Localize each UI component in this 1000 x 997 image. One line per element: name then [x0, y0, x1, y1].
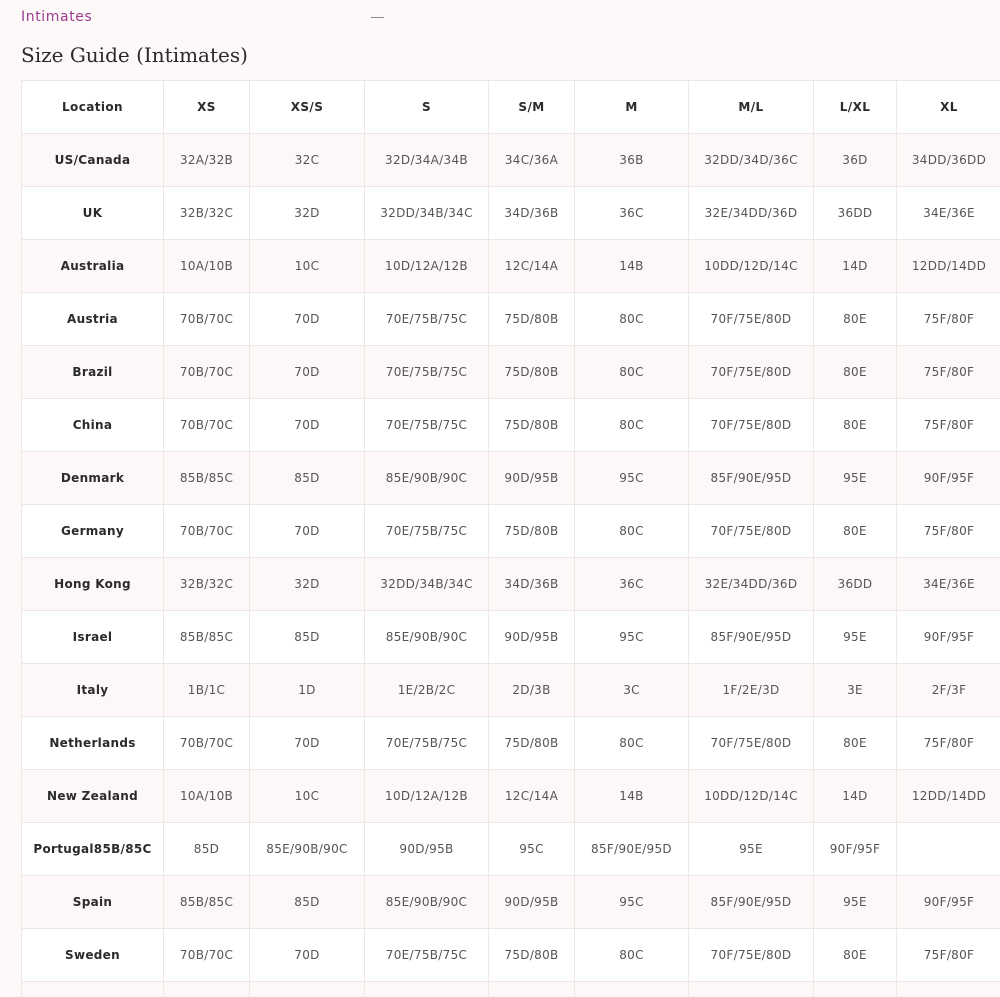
location-cell: Israel — [22, 611, 164, 664]
size-cell: 70B/70C — [164, 346, 250, 399]
size-cell: 70B/70C — [164, 505, 250, 558]
location-cell: Brazil — [22, 346, 164, 399]
size-cell: 36DD — [814, 187, 897, 240]
size-cell: 85D — [164, 823, 250, 876]
table-row — [22, 346, 1000, 399]
size-cell: 14D — [814, 240, 897, 293]
size-cell: 80E — [814, 505, 897, 558]
size-cell: 75F/80F — [897, 717, 1000, 770]
size-cell: 70D — [250, 505, 365, 558]
size-cell — [164, 982, 250, 997]
size-cell: 95E — [689, 823, 814, 876]
table-header-row — [22, 81, 1000, 134]
size-cell: 80C — [575, 293, 689, 346]
size-cell: 14B — [575, 770, 689, 823]
column-header-size: S — [365, 81, 489, 134]
size-table-container — [21, 80, 1000, 997]
size-cell: 90F/95F — [897, 611, 1000, 664]
size-cell: 90F/95F — [897, 876, 1000, 929]
size-cell: 95E — [814, 876, 897, 929]
size-cell: 75D/80B — [489, 505, 575, 558]
size-cell: 75D/80B — [489, 929, 575, 982]
size-cell: 90D/95B — [365, 823, 489, 876]
size-cell: 14D — [814, 770, 897, 823]
table-row — [22, 823, 1000, 876]
size-cell: 85F/90E/95D — [689, 452, 814, 505]
size-cell: 95E — [814, 452, 897, 505]
location-cell: Germany — [22, 505, 164, 558]
size-cell: 75F/80F — [897, 929, 1000, 982]
size-cell: 10C — [250, 770, 365, 823]
size-cell: 70B/70C — [164, 293, 250, 346]
column-header-size: L/XL — [814, 81, 897, 134]
size-cell: 80C — [575, 505, 689, 558]
size-table — [21, 80, 1000, 997]
size-cell: 32DD/34B/34C — [365, 187, 489, 240]
size-cell: 1D — [250, 664, 365, 717]
size-cell: 1B/1C — [164, 664, 250, 717]
column-header-size: M — [575, 81, 689, 134]
size-cell: 85D — [250, 611, 365, 664]
size-cell: 70F/75E/80D — [689, 293, 814, 346]
size-cell: 80C — [575, 346, 689, 399]
size-cell: 75D/80B — [489, 399, 575, 452]
table-row — [22, 399, 1000, 452]
size-cell: 90F/95F — [897, 452, 1000, 505]
location-cell: Austria — [22, 293, 164, 346]
size-cell: 90D/95B — [489, 611, 575, 664]
size-cell: 95E — [814, 611, 897, 664]
size-cell: 34D/36B — [489, 558, 575, 611]
size-cell: 70E/75B/75C — [365, 399, 489, 452]
size-cell: 75D/80B — [489, 346, 575, 399]
size-cell: 10A/10B — [164, 240, 250, 293]
location-cell: Denmark — [22, 452, 164, 505]
size-cell: 34E/36E — [897, 187, 1000, 240]
size-cell: 10DD/12D/14C — [689, 770, 814, 823]
size-cell: 1F/2E/3D — [689, 664, 814, 717]
column-header-size: M/L — [689, 81, 814, 134]
location-cell: Sweden — [22, 929, 164, 982]
table-row — [22, 134, 1000, 187]
size-cell: 10A/10B — [164, 770, 250, 823]
size-cell: 36C — [575, 187, 689, 240]
size-cell: 14B — [575, 240, 689, 293]
size-cell: 70E/75B/75C — [365, 929, 489, 982]
size-cell: 85E/90B/90C — [365, 452, 489, 505]
table-row — [22, 452, 1000, 505]
size-cell: 85D — [250, 452, 365, 505]
size-cell: 75F/80F — [897, 399, 1000, 452]
size-cell: 32D — [250, 187, 365, 240]
size-cell: 70D — [250, 346, 365, 399]
size-cell: 70B/70C — [164, 399, 250, 452]
size-cell: 90D/95B — [489, 876, 575, 929]
location-cell: Portugal85B/85C — [22, 823, 164, 876]
column-header-size: XL — [897, 81, 1000, 134]
size-cell: 75D/80B — [489, 717, 575, 770]
size-cell: 75F/80F — [897, 293, 1000, 346]
location-cell: China — [22, 399, 164, 452]
size-cell: 10D/12A/12B — [365, 770, 489, 823]
table-row — [22, 876, 1000, 929]
size-cell — [575, 982, 689, 997]
location-cell: UK — [22, 187, 164, 240]
table-row — [22, 770, 1000, 823]
table-body — [22, 134, 1000, 997]
size-cell: 75F/80F — [897, 346, 1000, 399]
size-cell: 95C — [489, 823, 575, 876]
table-row — [22, 558, 1000, 611]
size-cell: 70F/75E/80D — [689, 399, 814, 452]
size-cell: 95C — [575, 452, 689, 505]
size-cell: 32DD/34D/36C — [689, 134, 814, 187]
size-cell: 80E — [814, 717, 897, 770]
size-cell: 34E/36E — [897, 558, 1000, 611]
size-cell: 32B/32C — [164, 558, 250, 611]
size-cell — [689, 982, 814, 997]
size-cell: 70D — [250, 293, 365, 346]
accordion-title: Intimates — [21, 9, 93, 25]
size-cell: 34D/36B — [489, 187, 575, 240]
table-row — [22, 664, 1000, 717]
size-cell: 10D/12A/12B — [365, 240, 489, 293]
size-cell: 32A/32B — [164, 134, 250, 187]
size-cell: 85E/90B/90C — [250, 823, 365, 876]
size-cell: 32DD/34B/34C — [365, 558, 489, 611]
size-cell: 85B/85C — [164, 611, 250, 664]
table-row — [22, 929, 1000, 982]
size-cell: 70B/70C — [164, 929, 250, 982]
size-cell — [897, 823, 1000, 876]
size-cell: 34C/36A — [489, 134, 575, 187]
size-cell: 80E — [814, 929, 897, 982]
size-cell — [489, 982, 575, 997]
table-row — [22, 505, 1000, 558]
column-header-location: Location — [22, 81, 164, 134]
accordion-intimates-toggle[interactable] — [21, 6, 386, 28]
size-cell — [365, 982, 489, 997]
size-cell: 34DD/36DD — [897, 134, 1000, 187]
size-cell: 36D — [814, 134, 897, 187]
size-cell: 85B/85C — [164, 876, 250, 929]
size-cell: 85F/90E/95D — [575, 823, 689, 876]
size-cell: 70F/75E/80D — [689, 505, 814, 558]
size-cell: 70E/75B/75C — [365, 717, 489, 770]
size-cell: 95C — [575, 876, 689, 929]
minus-icon[interactable] — [371, 17, 384, 18]
size-guide-title: Size Guide (Intimates) — [21, 43, 248, 67]
size-cell: 85F/90E/95D — [689, 876, 814, 929]
size-cell: 32D/34A/34B — [365, 134, 489, 187]
size-cell: 10C — [250, 240, 365, 293]
size-cell: 75D/80B — [489, 293, 575, 346]
size-cell: 1E/2B/2C — [365, 664, 489, 717]
column-header-size: S/M — [489, 81, 575, 134]
size-cell: 85B/85C — [164, 452, 250, 505]
size-cell — [897, 982, 1000, 997]
size-cell: 32C — [250, 134, 365, 187]
column-header-size: XS — [164, 81, 250, 134]
location-cell: US/Canada — [22, 134, 164, 187]
size-cell: 80E — [814, 399, 897, 452]
size-cell: 3E — [814, 664, 897, 717]
size-cell: 80C — [575, 929, 689, 982]
size-cell: 32B/32C — [164, 187, 250, 240]
size-cell: 80E — [814, 346, 897, 399]
table-row — [22, 293, 1000, 346]
size-cell: 80C — [575, 399, 689, 452]
table-row — [22, 240, 1000, 293]
size-cell: 90D/95B — [489, 452, 575, 505]
size-cell: 2D/3B — [489, 664, 575, 717]
size-cell — [814, 982, 897, 997]
size-cell: 3C — [575, 664, 689, 717]
table-row — [22, 611, 1000, 664]
size-cell: 70E/75B/75C — [365, 346, 489, 399]
location-cell: Hong Kong — [22, 558, 164, 611]
size-cell: 70F/75E/80D — [689, 346, 814, 399]
size-cell: 32D — [250, 558, 365, 611]
size-cell: 85E/90B/90C — [365, 611, 489, 664]
size-cell: 10DD/12D/14C — [689, 240, 814, 293]
location-cell: Netherlands — [22, 717, 164, 770]
size-cell: 36C — [575, 558, 689, 611]
size-cell: 80C — [575, 717, 689, 770]
size-cell: 70F/75E/80D — [689, 717, 814, 770]
size-cell: 75F/80F — [897, 505, 1000, 558]
size-cell: 70D — [250, 399, 365, 452]
size-cell — [250, 982, 365, 997]
size-cell: 85D — [250, 876, 365, 929]
size-cell: 32E/34DD/36D — [689, 187, 814, 240]
column-header-size: XS/S — [250, 81, 365, 134]
size-cell: 12C/14A — [489, 770, 575, 823]
size-cell: 2F/3F — [897, 664, 1000, 717]
location-cell: New Zealand — [22, 770, 164, 823]
location-cell — [22, 982, 164, 997]
table-row — [22, 187, 1000, 240]
size-cell: 80E — [814, 293, 897, 346]
size-cell: 12DD/14DD — [897, 240, 1000, 293]
size-cell: 32E/34DD/36D — [689, 558, 814, 611]
table-row — [22, 717, 1000, 770]
size-cell: 36DD — [814, 558, 897, 611]
size-cell: 36B — [575, 134, 689, 187]
location-cell: Australia — [22, 240, 164, 293]
location-cell: Spain — [22, 876, 164, 929]
table-row — [22, 982, 1000, 997]
size-cell: 70D — [250, 717, 365, 770]
size-cell: 70E/75B/75C — [365, 293, 489, 346]
size-cell: 70B/70C — [164, 717, 250, 770]
size-cell: 90F/95F — [814, 823, 897, 876]
size-cell: 70E/75B/75C — [365, 505, 489, 558]
size-cell: 70D — [250, 929, 365, 982]
size-cell: 85E/90B/90C — [365, 876, 489, 929]
size-cell: 95C — [575, 611, 689, 664]
location-cell: Italy — [22, 664, 164, 717]
size-cell: 12DD/14DD — [897, 770, 1000, 823]
size-cell: 85F/90E/95D — [689, 611, 814, 664]
size-cell: 12C/14A — [489, 240, 575, 293]
size-cell: 70F/75E/80D — [689, 929, 814, 982]
